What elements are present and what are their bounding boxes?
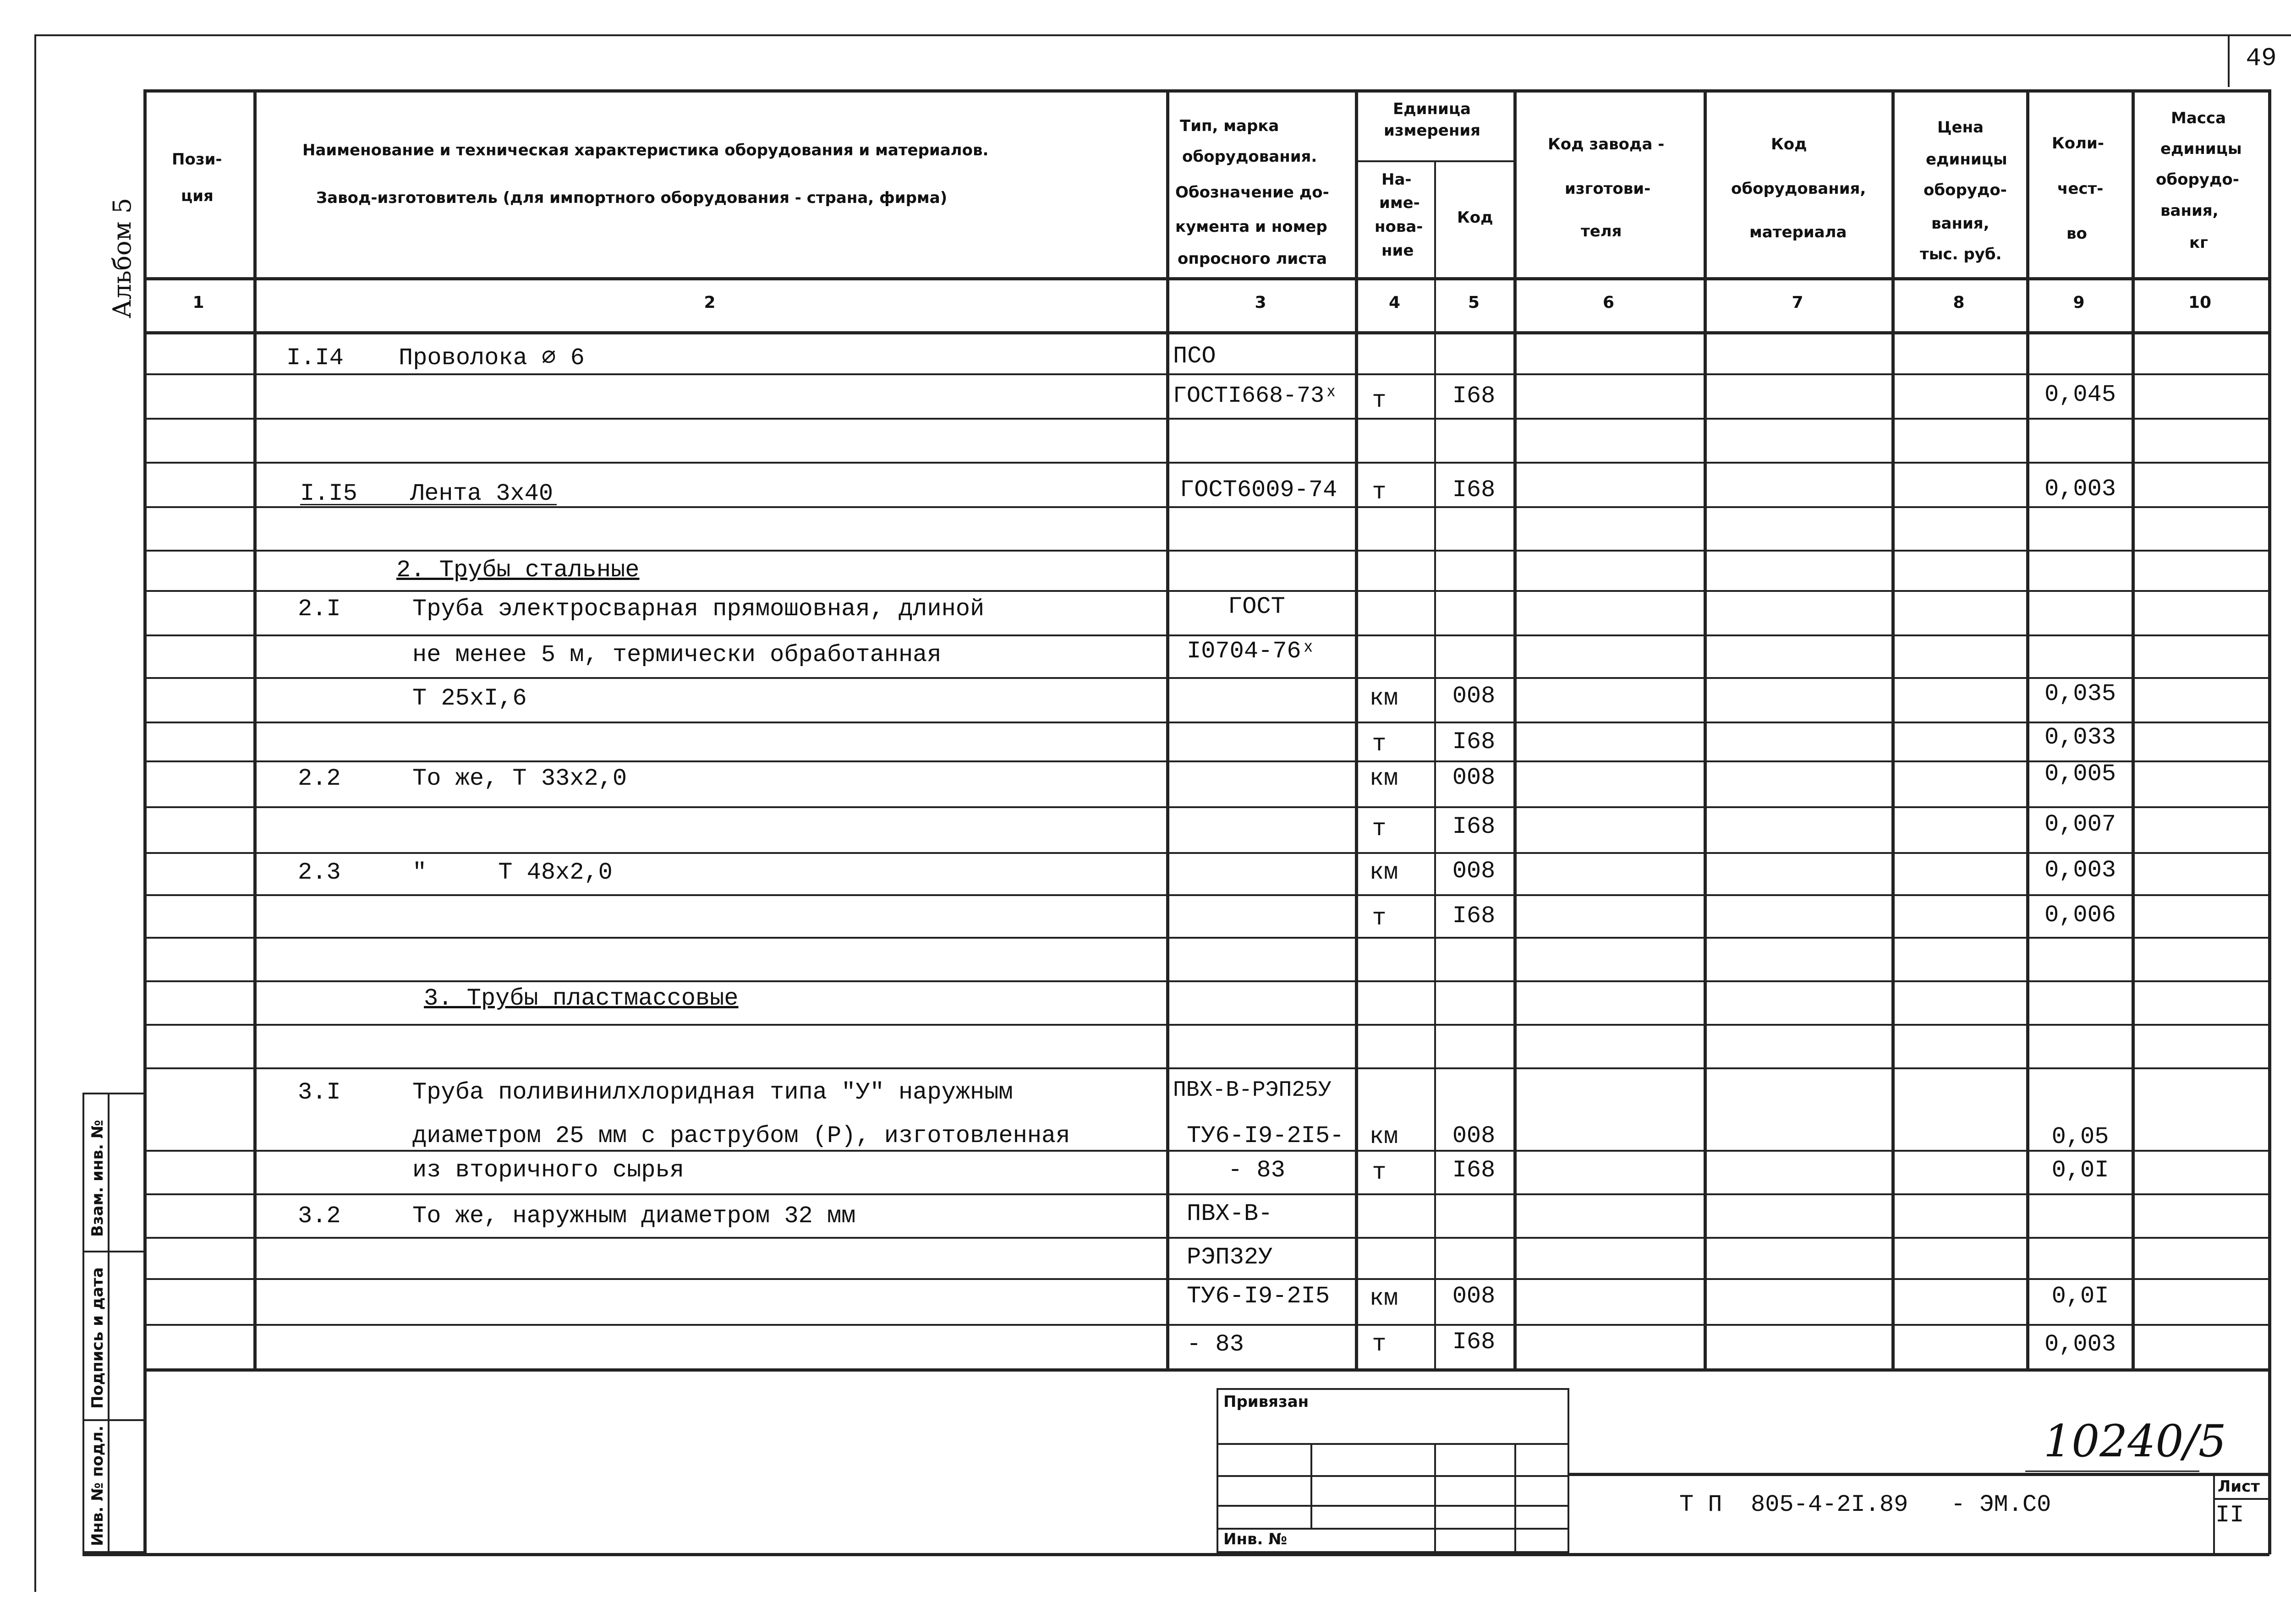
row-line (143, 1067, 2269, 1069)
col-number-9: 9 (2073, 293, 2085, 312)
privyazan-line (1217, 1505, 1569, 1507)
header-c8-d: вания, (1931, 214, 1990, 233)
privyazan-line (1217, 1443, 1569, 1445)
side-strip-line (82, 1251, 144, 1252)
header-c10-a: Масса (2171, 109, 2226, 127)
header-c9-c: во (2066, 224, 2087, 243)
row-name: То же, наружным диаметром 32 мм (412, 1203, 856, 1230)
row-position: 2.I (298, 596, 341, 623)
col-line-2 (1166, 89, 1169, 1370)
row-line (143, 1237, 2269, 1239)
row-name: Лента 3х40 (410, 480, 554, 507)
row-name: из вторичного сырья (412, 1157, 684, 1184)
row-type: - 83 (1187, 1331, 1244, 1358)
row-type: I0704-76ˣ (1187, 638, 1315, 665)
table-top (143, 89, 2269, 93)
row-line (143, 1278, 2269, 1280)
header-c6-c: теля (1581, 222, 1622, 241)
privyazan-line (1217, 1528, 1569, 1530)
row-position: 3.I (298, 1079, 341, 1106)
row-qty: 0,003 (2044, 1331, 2116, 1358)
header-c9-b: чест- (2057, 180, 2104, 198)
page-number: 49 (2246, 44, 2277, 73)
side-strip-line (82, 1419, 144, 1421)
header-c8-e: тыс. руб. (1920, 245, 2002, 263)
row-qty: 0,05 (2051, 1123, 2109, 1150)
row-name: Проволока ∅ 6 (399, 344, 585, 372)
side-label-inv-original: Инв. № подл. (88, 1425, 107, 1546)
header-c1-a: Пози- (172, 150, 222, 169)
row-line (143, 634, 2269, 636)
side-label-signature-date: Подпись и дата (88, 1267, 107, 1409)
title-block-top (1569, 1473, 2269, 1476)
row-type: ГОСТ (1228, 593, 1285, 620)
row-unit: км (1369, 1285, 1398, 1312)
list-label: Лист (2218, 1477, 2260, 1496)
header-c45-a: Единица (1393, 100, 1471, 118)
frame-left (34, 34, 36, 1592)
col-number-2: 2 (704, 293, 716, 312)
row-line (143, 852, 2269, 854)
table-bottom (143, 1368, 2269, 1372)
header-c10-d: вания, (2160, 202, 2219, 220)
row-qty: 0,006 (2044, 902, 2116, 929)
row-unit: т (1372, 387, 1387, 414)
colnum-bottom (143, 331, 2269, 334)
page-number-box-left (2228, 34, 2230, 87)
privyazan-vline (1514, 1443, 1516, 1553)
row-qty: 0,0I (2051, 1157, 2109, 1184)
row-unit: т (1372, 731, 1387, 758)
list-box-mid (2213, 1498, 2268, 1500)
row-type: ПВХ-В-РЭП25У (1173, 1078, 1332, 1103)
row-code: 008 (1452, 858, 1496, 885)
row-line (143, 1150, 2269, 1152)
header-c45-b: измерения (1384, 121, 1480, 140)
row-name: диаметром 25 мм с раструбом (Р), изготовленная (412, 1122, 1070, 1149)
doc-code: Т П 805-4-2I.89 - ЭМ.С0 (1679, 1491, 2051, 1518)
row-line (143, 677, 2269, 679)
row-unit: км (1369, 765, 1398, 792)
header-c10-e: кг (2189, 234, 2208, 252)
header-c3-c: Обозначение до- (1175, 183, 1329, 202)
row-code: I68 (1452, 728, 1496, 755)
row-type: ПСО (1173, 343, 1216, 370)
header-c3-b: оборудования. (1182, 148, 1317, 166)
header-c7-b: оборудования, (1731, 180, 1866, 198)
header-c3-d: кумента и номер (1175, 218, 1327, 236)
header-c3-e: опросного листа (1178, 250, 1327, 268)
row-name: не менее 5 м, термически обработанная (412, 641, 942, 668)
row-type: ПВХ-В- (1187, 1200, 1273, 1227)
row-line (143, 722, 2269, 723)
frame-bottom (82, 1553, 2269, 1556)
row-name: " Т 48х2,0 (412, 859, 613, 886)
col-line-5 (1513, 89, 1517, 1370)
header-bottom (143, 277, 2269, 280)
row-line (143, 550, 2269, 552)
header-c4-d: ние (1381, 241, 1414, 260)
row-line (143, 894, 2269, 896)
row-unit: т (1372, 479, 1387, 506)
row-code: I68 (1452, 1329, 1496, 1356)
row-line (143, 806, 2269, 808)
row-position: 2.2 (298, 765, 341, 792)
row-line (143, 462, 2269, 464)
row-qty: 0,045 (2044, 381, 2116, 408)
row-line (143, 937, 2269, 939)
header-c8-c: оборудо- (1924, 181, 2007, 199)
album-label: Альбом 5 (108, 197, 137, 318)
header-c2-a: Наименование и техническая характеристика оборудования и материалов. (302, 141, 989, 159)
header-c4-b: име- (1379, 194, 1420, 212)
row-qty: 0,005 (2044, 760, 2116, 787)
col-number-1: 1 (192, 293, 204, 312)
row-name: Т 25хI,6 (412, 685, 527, 712)
list-value: II (2215, 1502, 2244, 1529)
col-number-3: 3 (1255, 293, 1266, 312)
header-c4-c: нова- (1375, 218, 1423, 236)
header-c10-b: единицы (2160, 140, 2242, 158)
header-c4-a: На- (1381, 170, 1412, 189)
col-number-4: 4 (1388, 293, 1401, 312)
row-unit: км (1369, 685, 1398, 712)
row-position: I.I5 (300, 480, 357, 507)
header-c9-a: Коли- (2052, 134, 2104, 153)
row-position: 3.2 (298, 1203, 341, 1230)
unit-subheader-line (1355, 160, 1513, 162)
col-number-8: 8 (1953, 293, 1965, 312)
row-line (143, 1193, 2269, 1195)
row-unit: т (1372, 1331, 1387, 1358)
row-type: ТУ6-I9-2I5 (1187, 1283, 1330, 1310)
handwritten-number: 10240/5 (2044, 1416, 2226, 1467)
col-number-6: 6 (1602, 293, 1615, 312)
header-c7-c: материала (1749, 223, 1847, 241)
row-line (143, 760, 2269, 762)
header-c1-b: ция (181, 187, 214, 205)
row-line (143, 1024, 2269, 1026)
privyazan-vline (1310, 1443, 1312, 1528)
row-qty: 0,035 (2044, 680, 2116, 707)
header-c10-c: оборудо- (2156, 170, 2239, 189)
row-unit: км (1369, 1123, 1398, 1150)
list-box-left (2213, 1473, 2215, 1553)
privyazan-line (1217, 1475, 1569, 1477)
side-strip-divider (108, 1093, 110, 1553)
row-type: ГОСТ6009-74 (1180, 476, 1337, 503)
header-c8-a: Цена (1937, 118, 1984, 137)
col-number-10: 10 (2188, 293, 2212, 312)
row-unit: т (1372, 905, 1387, 932)
side-label-replace-inv: Взам. инв. № (88, 1120, 107, 1237)
row-qty: 0,003 (2044, 857, 2116, 884)
header-c6-b: изготови- (1565, 180, 1651, 198)
row-code: I68 (1452, 476, 1496, 503)
row-qty: 0,007 (2044, 811, 2116, 838)
row-type: - 83 (1228, 1157, 1285, 1184)
row-code: 008 (1452, 764, 1496, 791)
row-type: РЭП32У (1187, 1244, 1273, 1271)
frame-top (34, 34, 2291, 36)
row-code: I68 (1452, 1157, 1496, 1184)
col-line-6 (1704, 89, 1707, 1370)
row-unit: км (1369, 859, 1398, 886)
row-position: 2.3 (298, 859, 341, 886)
row-code: I68 (1452, 902, 1496, 930)
row-code: I68 (1452, 383, 1496, 410)
header-c7-a: Код (1771, 135, 1807, 153)
row-qty: 0,003 (2044, 476, 2116, 503)
row-name: То же, Т 33х2,0 (412, 765, 627, 792)
privyazan-vline (1434, 1443, 1436, 1553)
row-code: I68 (1452, 813, 1496, 840)
row-line (143, 418, 2269, 420)
row-unit: т (1372, 815, 1387, 842)
row-unit: т (1372, 1159, 1387, 1186)
col-line-7 (1891, 89, 1895, 1370)
row-type: ТУ6-I9-2I5- (1187, 1122, 1344, 1149)
header-c2-b: Завод-изготовитель (для импортного оборудования - страна, фирма) (316, 189, 948, 207)
row-line (143, 1324, 2269, 1326)
section-heading: 2. Трубы стальные (396, 557, 640, 584)
row-line (143, 373, 2269, 375)
inv-no-label: Инв. № (1223, 1530, 1288, 1548)
header-c3-a: Тип, марка (1180, 117, 1279, 135)
row-position: I.I4 (286, 344, 344, 372)
row-line (143, 590, 2269, 592)
row-type: ГОСТI668-73ˣ (1173, 383, 1338, 409)
row-code: 008 (1452, 1283, 1496, 1310)
col-line-1 (253, 89, 257, 1370)
row-code: 008 (1452, 683, 1496, 710)
strike-line (300, 504, 557, 505)
col-number-7: 7 (1792, 293, 1803, 312)
row-name: Труба поливинилхлоридная типа "У" наружным (412, 1079, 1013, 1106)
privyazan-label: Привязан (1223, 1393, 1309, 1411)
row-line (143, 980, 2269, 982)
row-name: Труба электросварная прямошовная, длиной (412, 596, 985, 623)
handwritten-underline (2025, 1471, 2199, 1472)
header-c8-b: единицы (1926, 150, 2007, 169)
row-qty: 0,0I (2051, 1283, 2109, 1310)
row-code: 008 (1452, 1122, 1496, 1149)
col-line-10 (2268, 89, 2271, 1554)
header-c5: Код (1457, 208, 1493, 227)
section-heading: 3. Трубы пластмассовые (424, 985, 739, 1012)
row-qty: 0,033 (2044, 724, 2116, 751)
header-c6-a: Код завода - (1548, 135, 1665, 153)
col-number-5: 5 (1468, 293, 1480, 312)
